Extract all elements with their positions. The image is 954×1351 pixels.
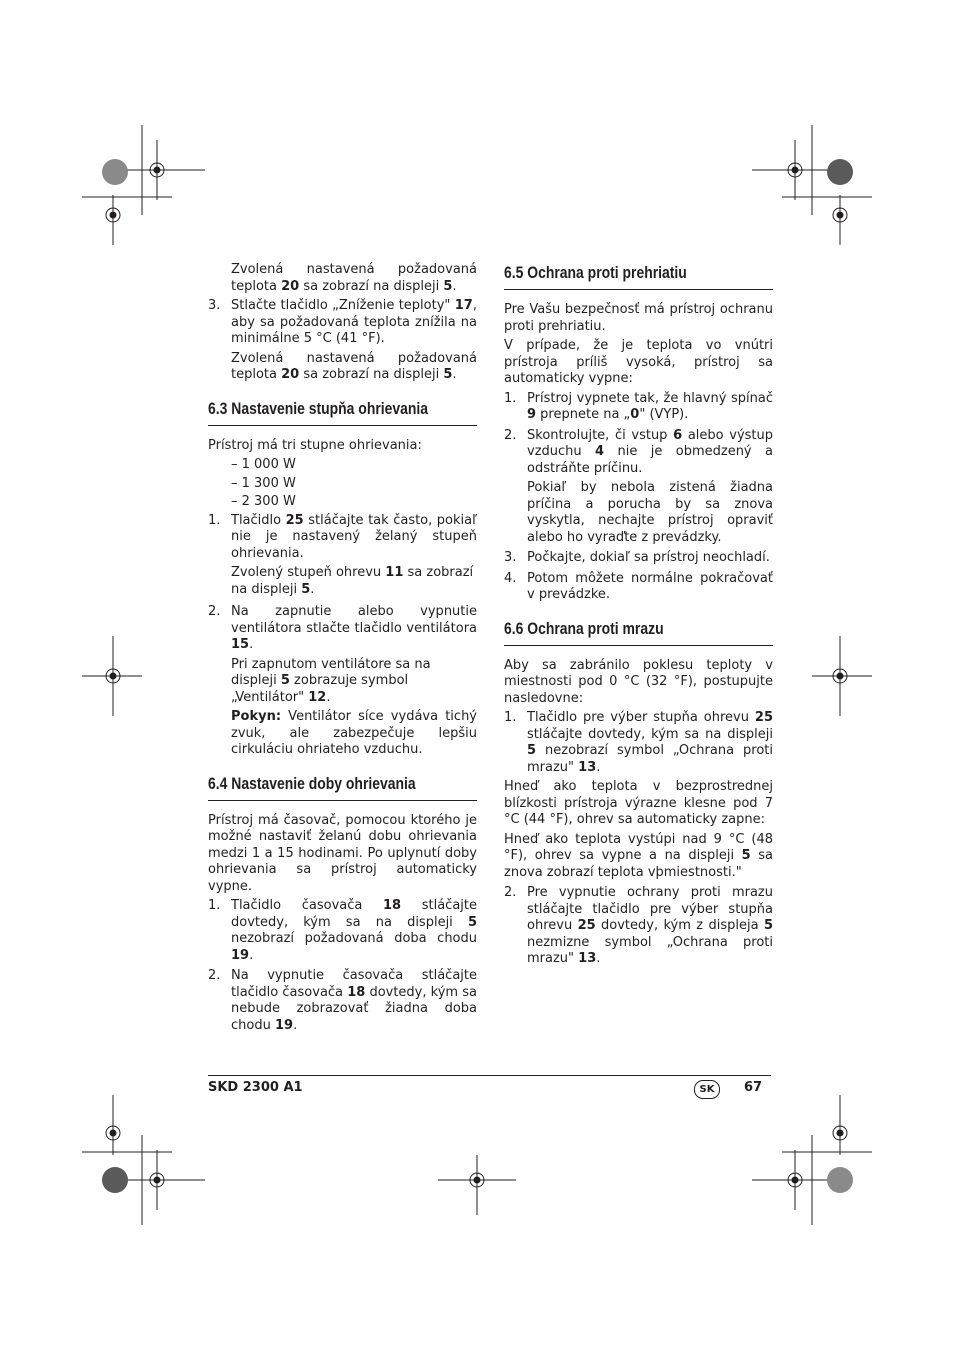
level-item: – 1 300 W (231, 475, 296, 491)
list-number: 3. (208, 298, 221, 313)
list-text: Na zapnutie alebo vypnutie ventilátora stlačte tlačidlo ventilátora 15. (231, 604, 477, 652)
list-number: 3. (504, 550, 517, 565)
level-item: – 1 000 W (231, 457, 296, 472)
list-text: Pre vypnutie ochrany proti mrazu stláčajte tlačidlo pre výber stupňa ohrevu 25 dovtedy, kým z displeja 5 nezmizne symbol „Ochrana proti mrazu" 13. (527, 885, 773, 966)
list-item (504, 550, 773, 567)
section-heading-6-4 (208, 773, 477, 801)
list-item (208, 298, 477, 348)
list-item (208, 968, 477, 1034)
list-number: 2. (504, 427, 517, 443)
list-text: Tlačidlo pre výber stupňa ohrevu 25 stláčajte dovtedy, kým sa na displeji 5 nezobrazí symbol „Ochrana proti mrazu" 13. (527, 710, 773, 775)
list-number: 2. (208, 604, 221, 619)
list-item (504, 391, 773, 424)
note: Pokyn: Ventilátor síce vydáva tichý zvuk, ale zabezpečuje lepšiu cirkuláciu ohriateho vzduchu. (231, 709, 477, 757)
list-item (504, 571, 773, 604)
section-heading-6-6 (504, 618, 773, 646)
list-item (208, 898, 477, 964)
paragraph: Zvolený stupeň ohrevu 11 sa zobrazí na displeji 5. (231, 565, 474, 597)
page-number: 67 (744, 1080, 763, 1095)
paragraph: Aby sa zabránilo poklesu teploty v miestnosti pod 0 °C (32 °F), postupujte nasledovne: (504, 657, 773, 706)
heading-text: 6.6 Ochrana proti mrazu (504, 618, 664, 638)
list-number: 1. (208, 512, 221, 528)
list-item (208, 513, 477, 563)
footer-model: SKD 2300 A1 (208, 1080, 303, 1095)
language-badge: SK (694, 1080, 720, 1099)
section-heading-6-3 (208, 398, 477, 426)
list-item (208, 604, 477, 654)
level-item: – 2 300 W (231, 494, 296, 509)
list-item (504, 885, 773, 968)
paragraph: Zvolená nastavená požadovaná teplota 20 sa zobrazí na displeji 5. (231, 262, 477, 294)
right-column (504, 262, 773, 971)
list-text: Počkajte, dokiaľ sa prístroj neochladí. (527, 550, 770, 565)
list-item (504, 428, 773, 478)
list-text: Skontrolujte, či vstup 6 alebo výstup vzduchu 4 nie je obmedzený a odstráňte príčinu. (527, 427, 774, 476)
paragraph: Pri zapnutom ventilátore sa na displeji 5 zobrazuje symbol „Ventilátor" 12. (231, 656, 431, 705)
left-column (208, 262, 477, 1037)
paragraph: Zvolená nastavená požadovaná teplota 20 sa zobrazí na displeji 5. (231, 350, 477, 382)
heading-text: 6.3 Nastavenie stupňa ohrievania (208, 398, 429, 418)
paragraph: Hneď ako teplota v bezprostrednej blízkosti prístroja výrazne klesne pod 7 °C (44 °F), ohrev sa automaticky zapne: (504, 779, 773, 827)
heading-text: 6.4 Nastavenie doby ohrievania (208, 773, 416, 793)
heading-text: 6.5 Ochrana proti prehriatiu (504, 263, 687, 282)
list-text: Tlačidlo časovača 18 stláčajte dovtedy, kým sa na displeji 5 nezobrazí požadovaná doba chodu 19. (231, 898, 478, 963)
list-number: 1. (504, 390, 517, 406)
list-number: 2. (504, 885, 517, 900)
paragraph: Prístroj má tri stupne ohrievania: (208, 437, 422, 453)
list-number: 1. (504, 710, 517, 725)
list-number: 4. (504, 570, 517, 586)
footer-divider (208, 1075, 771, 1076)
list-text: Prístroj vypnete tak, že hlavný spínač 9 prepnete na „0" (VYP). (527, 390, 773, 422)
paragraph: V prípade, že je teplota vo vnútri prístroja príliš vysoká, prístroj sa automaticky vypne: (504, 338, 773, 386)
list-number: 2. (208, 968, 221, 983)
paragraph: Pokiaľ by nebola zistená žiadna príčina a porucha by sa znova vyskytla, nechajte prístroj opraviť alebo ho vyraďte z prevádzky. (527, 480, 773, 545)
levels-list (208, 457, 477, 511)
list-text: Potom môžete normálne pokračovať v prevádzke. (527, 570, 773, 602)
section-heading-6-5 (504, 262, 773, 290)
list-item (504, 710, 773, 776)
paragraph: Pre Vašu bezpečnosť má prístroj ochranu proti prehriatiu. (504, 302, 773, 334)
list-text: Stlačte tlačidlo „Zníženie teploty" 17, aby sa požadovaná teplota znížila na minimálne 5 °C (41 °F). (231, 298, 477, 346)
list-text: Tlačidlo 25 stláčajte tak často, pokiaľ nie je nastavený želaný stupeň ohrievania. (231, 512, 477, 561)
list-number: 1. (208, 898, 221, 913)
list-text: Na vypnutie časovača stláčajte tlačidlo časovača 18 dovtedy, kým sa nebude zobrazovať žiadna doba chodu 19. (231, 968, 477, 1033)
paragraph: Hneď ako teplota vystúpi nad 9 °C (48 °F), ohrev sa vypne a na displeji 5 sa znova zobrazí teplota vþmiestnosti." (504, 831, 773, 880)
paragraph: Prístroj má časovač, pomocou ktorého je možné nastaviť želanú dobu ohrievania medzi 1 a 15 hodinami. Po uplynutí doby ohrievania sa prístroj automaticky vypne. (208, 812, 477, 894)
